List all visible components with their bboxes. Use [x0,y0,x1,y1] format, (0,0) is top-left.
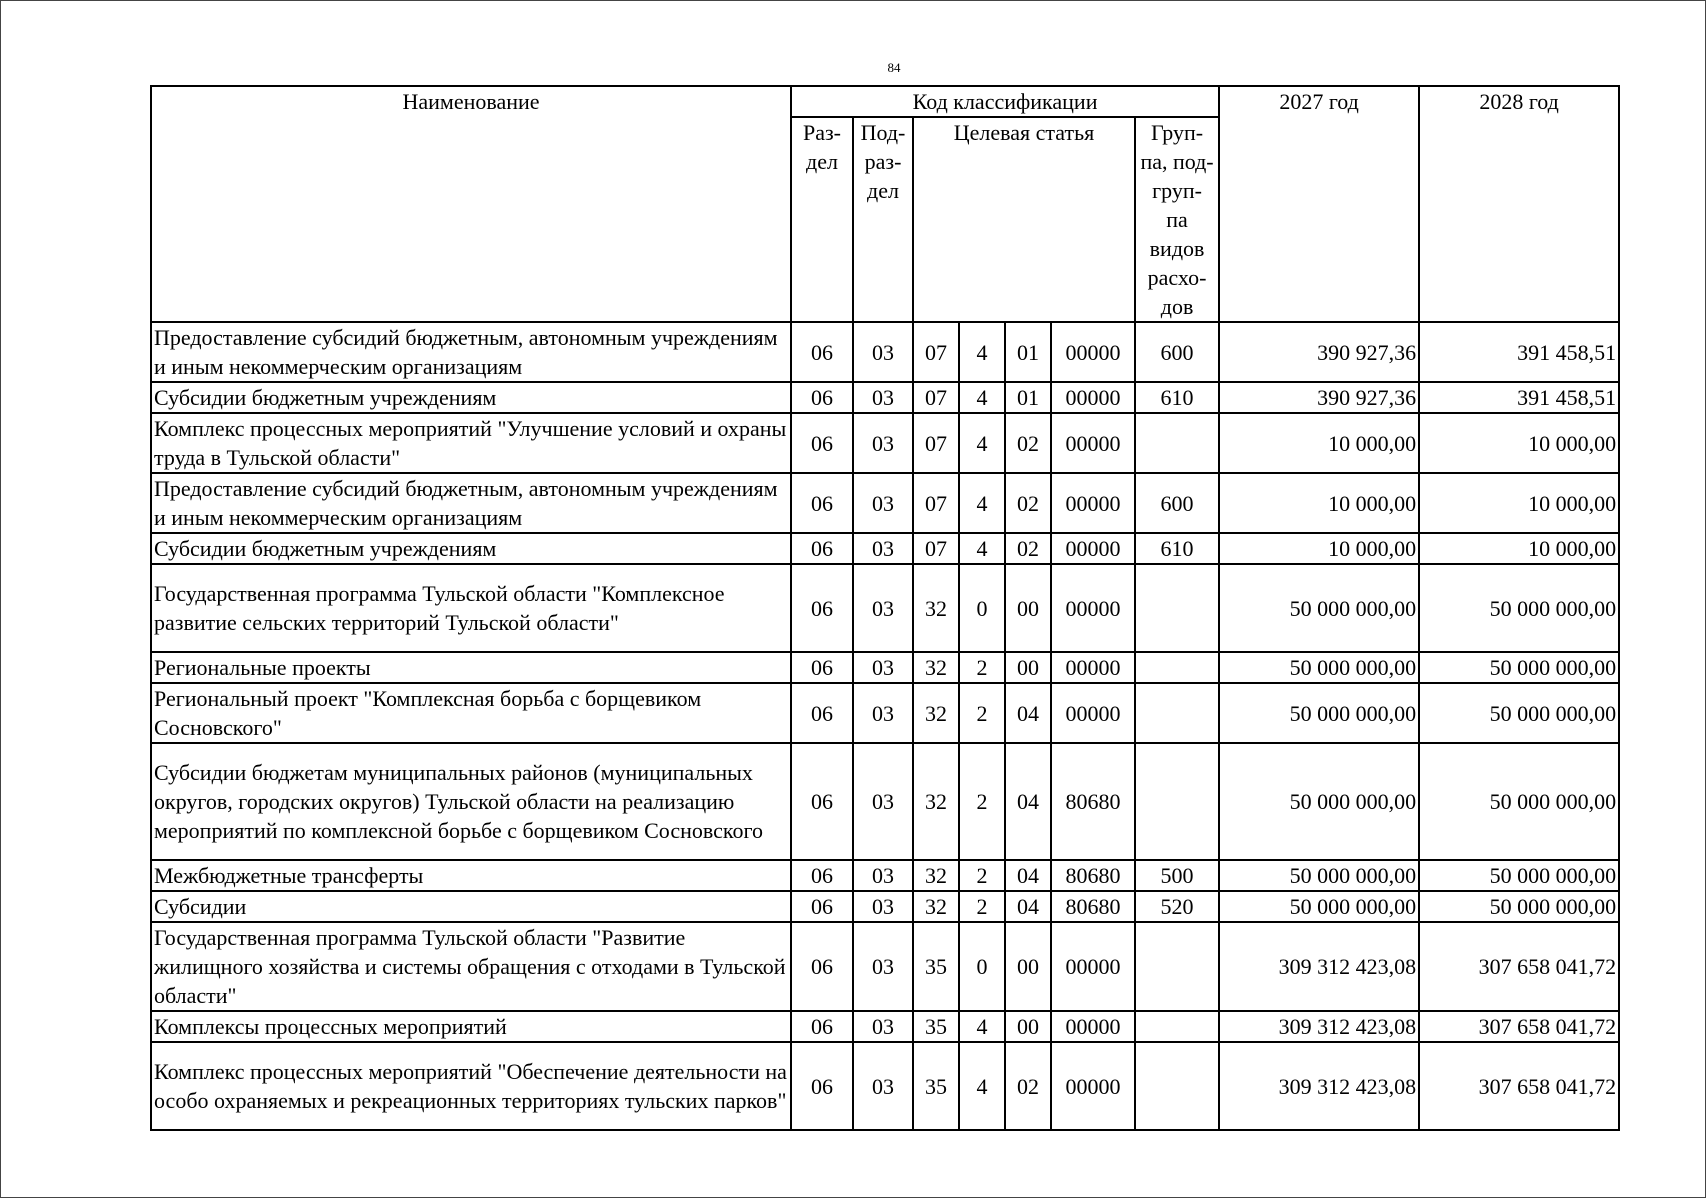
table-row [151,564,1619,652]
row-target-subprogram: 04 [1005,860,1051,891]
row-target-direction: 00000 [1051,382,1135,413]
header-year-2027: 2027 год [1219,86,1419,322]
row-amount-2027: 50 000 000,00 [1219,564,1419,652]
row-target-direction: 00000 [1051,652,1135,683]
row-amount-2027: 390 927,36 [1219,382,1419,413]
header-year-2028: 2028 год [1419,86,1619,322]
row-target-program: 32 [913,652,959,683]
row-target-direction: 00000 [1051,564,1135,652]
row-amount-2028: 391 458,51 [1419,322,1619,382]
row-amount-2027: 10 000,00 [1219,473,1419,533]
row-target-direction: 00000 [1051,1011,1135,1042]
row-amount-2027: 50 000 000,00 [1219,860,1419,891]
row-amount-2027: 10 000,00 [1219,413,1419,473]
row-target-program: 07 [913,322,959,382]
row-name: Субсидии бюджетным учреждениям [151,533,791,564]
row-podrazdel: 03 [853,322,913,382]
table-row [151,743,1619,860]
row-razdel: 06 [791,652,853,683]
row-target-direction: 00000 [1051,473,1135,533]
row-amount-2028: 391 458,51 [1419,382,1619,413]
row-target-subprogram: 02 [1005,413,1051,473]
table-row [151,473,1619,533]
row-razdel: 06 [791,413,853,473]
row-expense-group: 500 [1135,860,1219,891]
row-target-program: 07 [913,473,959,533]
row-target-program: 32 [913,743,959,860]
row-target-type: 4 [959,382,1005,413]
row-amount-2028: 307 658 041,72 [1419,1011,1619,1042]
table-row [151,922,1619,1011]
row-target-type: 2 [959,652,1005,683]
row-target-direction: 80680 [1051,891,1135,922]
row-target-type: 4 [959,533,1005,564]
row-podrazdel: 03 [853,1011,913,1042]
row-target-subprogram: 02 [1005,533,1051,564]
row-expense-group: 520 [1135,891,1219,922]
row-expense-group: 600 [1135,322,1219,382]
row-amount-2028: 50 000 000,00 [1419,683,1619,743]
page-number: 84 [887,60,901,75]
row-target-subprogram: 00 [1005,652,1051,683]
row-amount-2027: 309 312 423,08 [1219,1011,1419,1042]
table-row [151,322,1619,382]
row-razdel: 06 [791,683,853,743]
table-row [151,1011,1619,1042]
row-target-type: 2 [959,743,1005,860]
row-razdel: 06 [791,473,853,533]
row-target-subprogram: 00 [1005,564,1051,652]
row-amount-2027: 50 000 000,00 [1219,891,1419,922]
row-expense-group [1135,922,1219,1011]
row-target-direction: 00000 [1051,322,1135,382]
row-target-subprogram: 04 [1005,891,1051,922]
row-razdel: 06 [791,322,853,382]
table-row [151,533,1619,564]
row-target-subprogram: 01 [1005,382,1051,413]
row-razdel: 06 [791,891,853,922]
row-name: Субсидии [151,891,791,922]
row-target-type: 2 [959,891,1005,922]
row-target-type: 2 [959,683,1005,743]
header-classification: Код классификации [791,86,1219,117]
row-target-program: 32 [913,860,959,891]
row-target-type: 4 [959,413,1005,473]
row-razdel: 06 [791,1042,853,1130]
row-target-program: 07 [913,533,959,564]
row-target-direction: 00000 [1051,1042,1135,1130]
row-razdel: 06 [791,860,853,891]
row-name: Региональный проект "Комплексная борьба с борщевиком Сосновского" [151,683,791,743]
header-target-article: Целевая статья [913,117,1135,322]
row-target-program: 35 [913,1011,959,1042]
row-amount-2028: 50 000 000,00 [1419,652,1619,683]
row-target-direction: 00000 [1051,413,1135,473]
row-target-subprogram: 02 [1005,473,1051,533]
table-row [151,891,1619,922]
row-name: Комплекс процессных мероприятий "Улучшение условий и охраны труда в Тульской области" [151,413,791,473]
row-target-type: 0 [959,922,1005,1011]
row-razdel: 06 [791,922,853,1011]
row-expense-group [1135,1011,1219,1042]
row-amount-2028: 10 000,00 [1419,413,1619,473]
row-amount-2027: 390 927,36 [1219,322,1419,382]
row-target-direction: 00000 [1051,533,1135,564]
header-name: Наименование [151,86,791,322]
table-row [151,1042,1619,1130]
row-amount-2028: 10 000,00 [1419,533,1619,564]
row-expense-group [1135,683,1219,743]
row-podrazdel: 03 [853,683,913,743]
row-name: Предоставление субсидий бюджетным, автономным учреждениям и иным некоммерческим организациям [151,322,791,382]
row-target-program: 32 [913,891,959,922]
row-target-program: 32 [913,564,959,652]
row-target-direction: 80680 [1051,860,1135,891]
row-target-type: 2 [959,860,1005,891]
row-podrazdel: 03 [853,533,913,564]
row-target-subprogram: 02 [1005,1042,1051,1130]
row-expense-group [1135,743,1219,860]
row-amount-2027: 309 312 423,08 [1219,1042,1419,1130]
row-expense-group [1135,652,1219,683]
table-row [151,413,1619,473]
row-name: Государственная программа Тульской области "Развитие жилищного хозяйства и системы обращения с отходами в Тульской области" [151,922,791,1011]
row-amount-2028: 50 000 000,00 [1419,743,1619,860]
row-razdel: 06 [791,382,853,413]
row-name: Межбюджетные трансферты [151,860,791,891]
row-podrazdel: 03 [853,1042,913,1130]
row-expense-group: 610 [1135,533,1219,564]
row-name: Субсидии бюджетным учреждениям [151,382,791,413]
table-row [151,652,1619,683]
row-target-subprogram: 00 [1005,1011,1051,1042]
row-amount-2028: 50 000 000,00 [1419,860,1619,891]
row-expense-group [1135,413,1219,473]
row-target-type: 0 [959,564,1005,652]
row-target-direction: 80680 [1051,743,1135,860]
row-name: Субсидии бюджетам муниципальных районов (муниципальных округов, городских округов) Тульской области на реализацию мероприятий по комплексной борьбе с борщевиком Сосновского [151,743,791,860]
row-amount-2028: 307 658 041,72 [1419,1042,1619,1130]
row-razdel: 06 [791,743,853,860]
row-target-type: 4 [959,1011,1005,1042]
row-amount-2027: 50 000 000,00 [1219,652,1419,683]
row-target-type: 4 [959,473,1005,533]
row-name: Региональные проекты [151,652,791,683]
row-target-subprogram: 00 [1005,922,1051,1011]
row-amount-2027: 309 312 423,08 [1219,922,1419,1011]
row-expense-group [1135,564,1219,652]
row-amount-2028: 50 000 000,00 [1419,564,1619,652]
row-target-program: 32 [913,683,959,743]
row-target-program: 35 [913,1042,959,1130]
row-podrazdel: 03 [853,922,913,1011]
row-amount-2027: 10 000,00 [1219,533,1419,564]
row-name: Предоставление субсидий бюджетным, автономным учреждениям и иным некоммерческим организациям [151,473,791,533]
row-target-program: 07 [913,382,959,413]
row-razdel: 06 [791,564,853,652]
table-body [151,322,1619,1130]
row-podrazdel: 03 [853,860,913,891]
row-razdel: 06 [791,533,853,564]
row-target-subprogram: 01 [1005,322,1051,382]
row-target-type: 4 [959,322,1005,382]
row-podrazdel: 03 [853,413,913,473]
row-target-type: 4 [959,1042,1005,1130]
table-row [151,860,1619,891]
row-amount-2028: 50 000 000,00 [1419,891,1619,922]
row-name: Комплексы процессных мероприятий [151,1011,791,1042]
row-target-direction: 00000 [1051,922,1135,1011]
header-expense-group: Груп- па, под- груп- па видов расхо- дов [1135,117,1219,322]
row-target-subprogram: 04 [1005,683,1051,743]
row-amount-2028: 10 000,00 [1419,473,1619,533]
row-expense-group: 600 [1135,473,1219,533]
row-podrazdel: 03 [853,652,913,683]
row-podrazdel: 03 [853,473,913,533]
row-expense-group: 610 [1135,382,1219,413]
row-name: Государственная программа Тульской области "Комплексное развитие сельских территорий Тульской области" [151,564,791,652]
row-target-program: 35 [913,922,959,1011]
row-expense-group [1135,1042,1219,1130]
header-razdel: Раз- дел [791,117,853,322]
table-row [151,382,1619,413]
row-podrazdel: 03 [853,382,913,413]
row-amount-2027: 50 000 000,00 [1219,743,1419,860]
row-target-direction: 00000 [1051,683,1135,743]
row-razdel: 06 [791,1011,853,1042]
row-podrazdel: 03 [853,743,913,860]
budget-table [150,85,1620,1131]
header-podrazdel: Под- раз- дел [853,117,913,322]
row-podrazdel: 03 [853,891,913,922]
row-amount-2028: 307 658 041,72 [1419,922,1619,1011]
table-row [151,683,1619,743]
row-podrazdel: 03 [853,564,913,652]
row-amount-2027: 50 000 000,00 [1219,683,1419,743]
row-name: Комплекс процессных мероприятий "Обеспечение деятельности на особо охраняемых и рекреационных территориях тульских парков" [151,1042,791,1130]
row-target-program: 07 [913,413,959,473]
row-target-subprogram: 04 [1005,743,1051,860]
